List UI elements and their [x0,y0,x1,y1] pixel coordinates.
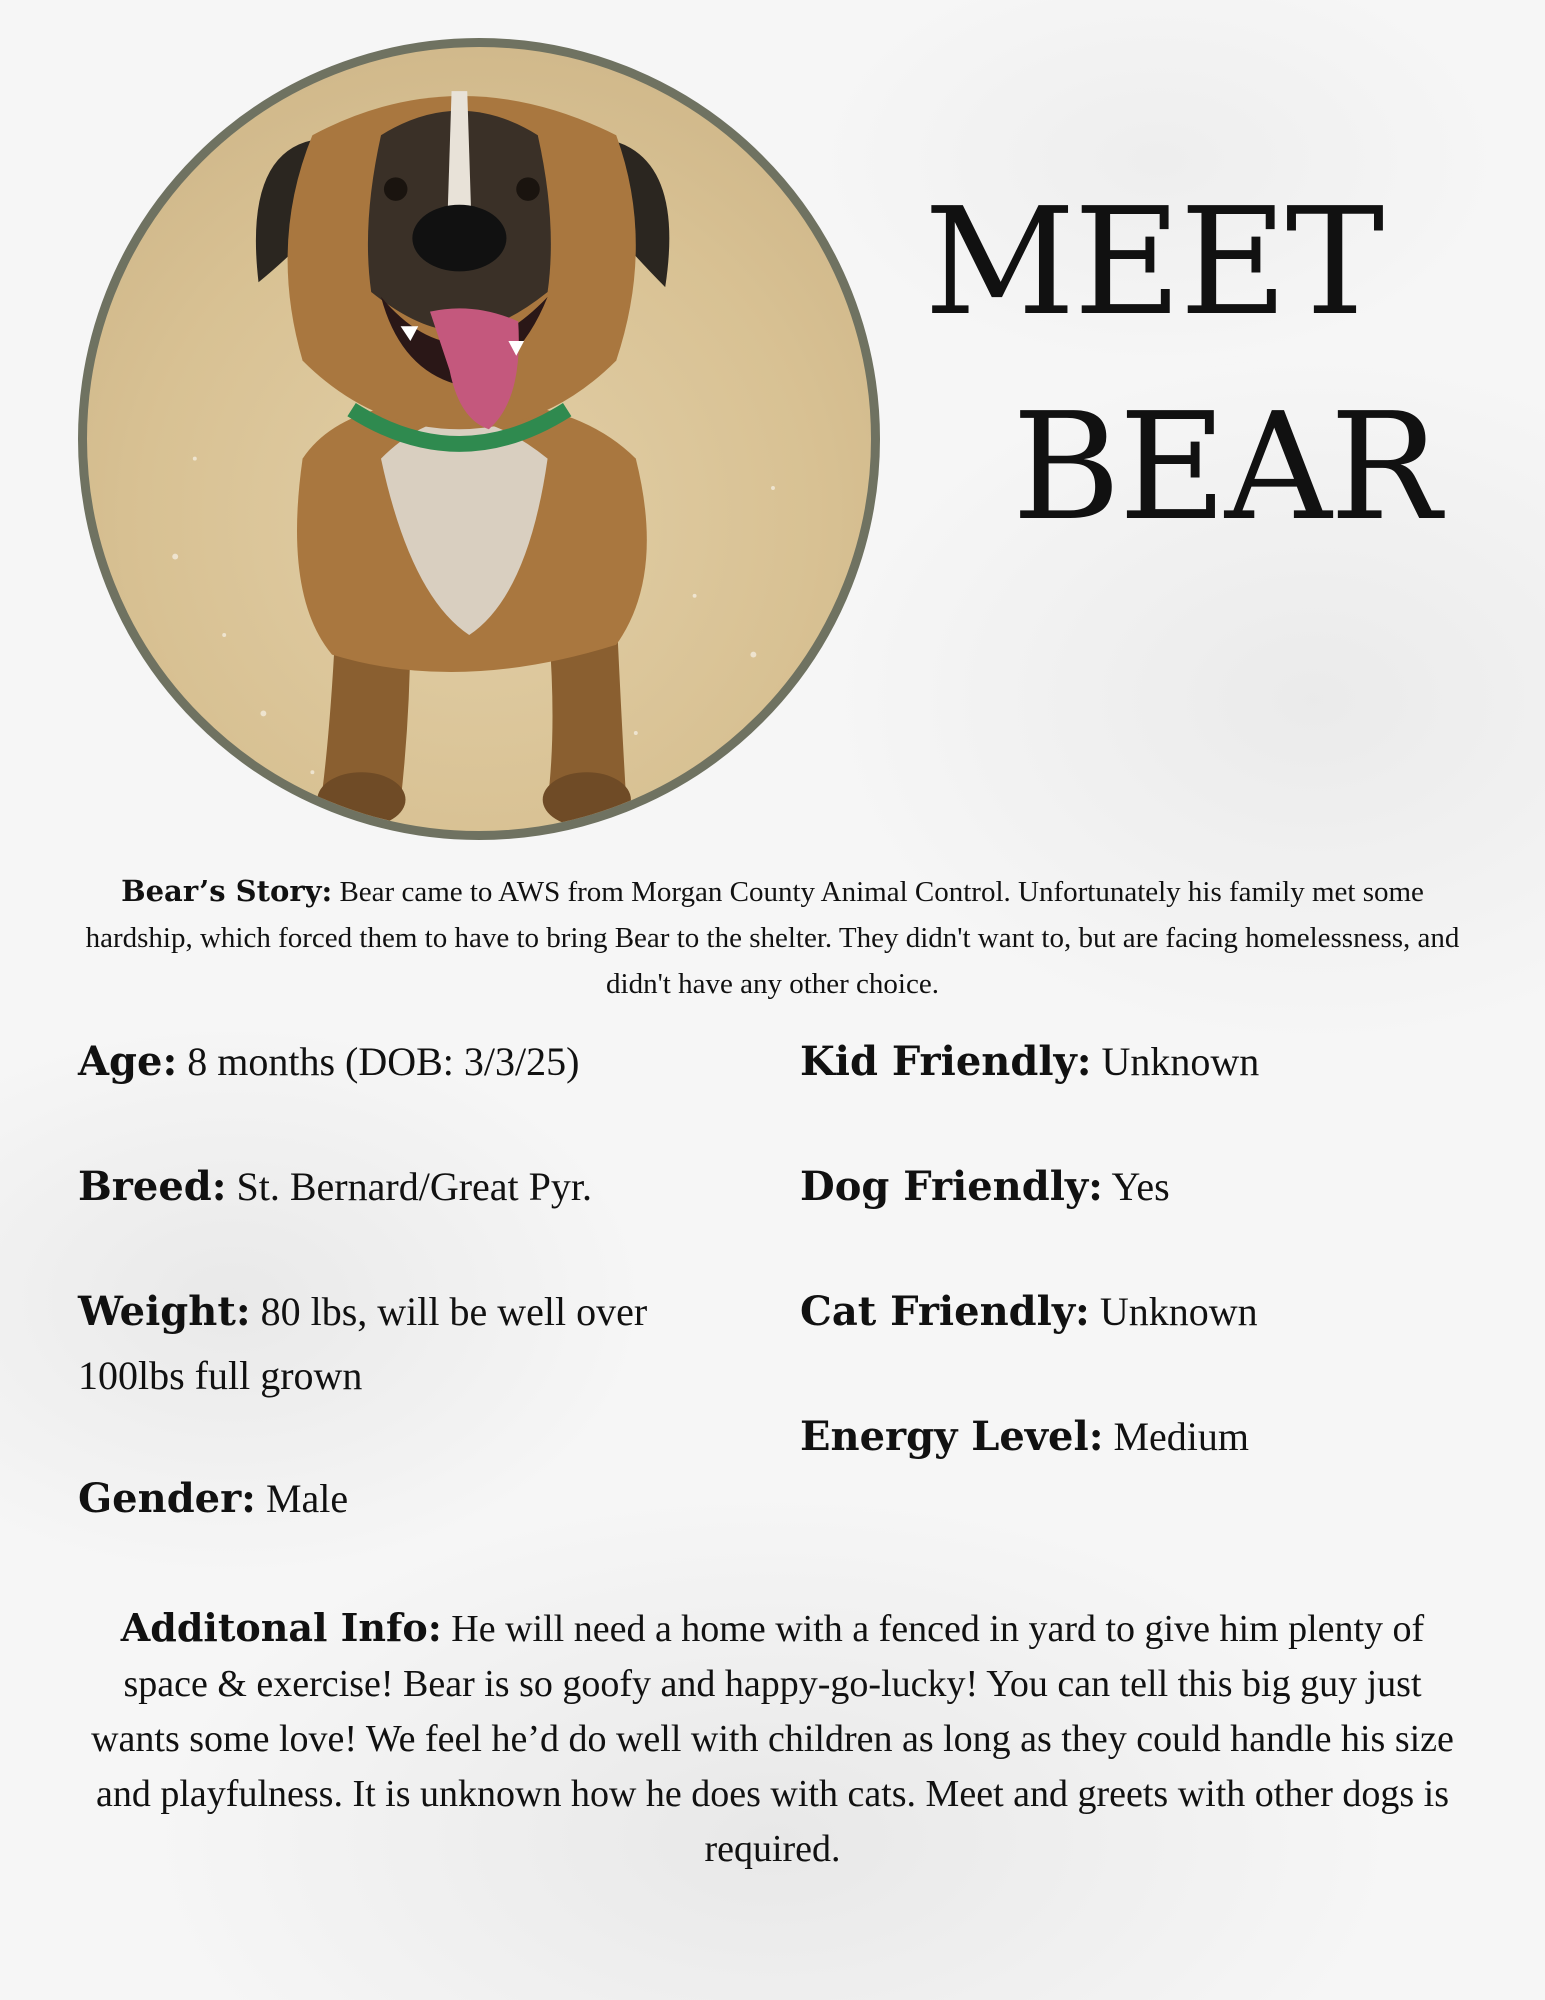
fact-value: St. Bernard/Great Pyr. [226,1164,593,1209]
dog-illustration [87,47,871,831]
fact-gender [78,1467,758,1531]
story-label: Bear’s Story: [121,874,333,908]
fact-value: Medium [1103,1414,1250,1459]
fact-weight [78,1280,758,1408]
fact-energy-level [800,1405,1500,1469]
fact-label: Weight: [78,1288,251,1335]
fact-label: Gender: [78,1475,256,1522]
story-paragraph [70,868,1475,1007]
fact-value: 8 months (DOB: 3/3/25) [177,1039,580,1084]
fact-label: Age: [78,1038,178,1085]
fact-label: Energy Level: [800,1413,1104,1460]
additional-info-text: He will need a home with a fenced in yard to give him plenty of space & exercise! Bear is so goofy and happy-go-lucky! You can tell this big guy just wants some love! We feel he’d do well with children as long as they could handle his size and playfulness. It is unknown how he does with cats. Meet and greets with other dogs is required. [91,1608,1454,1870]
fact-value: 80 lbs, will be well over 100lbs full grown [78,1289,648,1398]
title-line-meet: MEET [924,176,1383,348]
fact-label: Breed: [78,1163,227,1210]
fact-kid-friendly [800,1030,1500,1094]
fact-value: Unknown [1091,1039,1260,1084]
fact-value: Unknown [1089,1289,1258,1334]
title-line-name: BEAR [1012,381,1440,553]
fact-value: Male [255,1476,349,1521]
additional-info-paragraph [80,1600,1465,1877]
fact-age [78,1030,758,1094]
fact-label: Kid Friendly: [800,1038,1092,1085]
story-text: Bear came to AWS from Morgan County Animal Control. Unfortunately his family met some hardship, which forced them to have to bring Bear to the shelter. They didn't want to, but are facing homelessness, and didn't have any other choice. [85,876,1460,1000]
fact-label: Cat Friendly: [800,1288,1090,1335]
additional-info-label: Additonal Info: [120,1605,442,1650]
page-title [900,160,1520,570]
fact-dog-friendly [800,1155,1500,1219]
dog-photo [78,38,880,840]
fact-value: Yes [1102,1164,1170,1209]
fact-label: Dog Friendly: [800,1163,1103,1210]
fact-cat-friendly [800,1280,1500,1344]
fact-breed [78,1155,758,1219]
